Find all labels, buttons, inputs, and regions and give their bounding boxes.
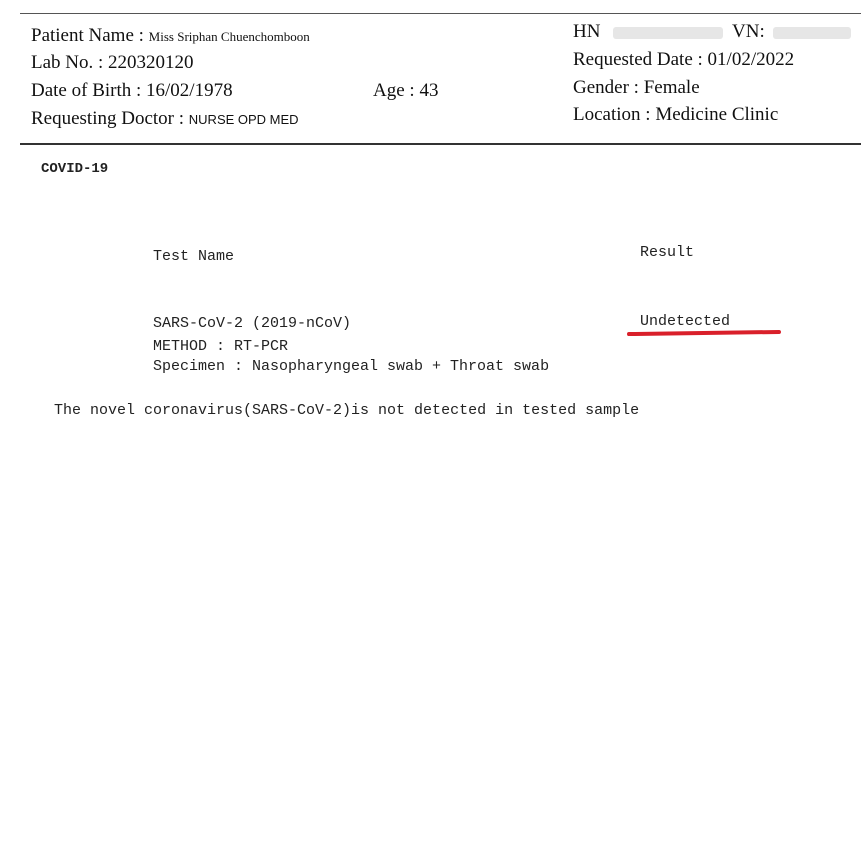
location-label: Location :: [573, 104, 651, 125]
hn-label: HN: [573, 21, 601, 42]
result-highlight-underline: [627, 330, 781, 336]
column-header-result: Result: [640, 244, 695, 261]
specimen-line: Specimen : Nasopharyngeal swab + Throat swab: [153, 358, 550, 375]
lab-no-row: [31, 52, 194, 74]
gender-label: Gender :: [573, 77, 639, 98]
gender-value: Female: [643, 77, 700, 98]
doctor-row: [31, 108, 299, 131]
column-header-test-name: Test Name: [153, 248, 235, 265]
test-name: SARS-CoV-2 (2019-nCoV): [153, 315, 352, 332]
location-value: Medicine Clinic: [655, 104, 779, 125]
lab-no-label: Lab No. :: [31, 52, 104, 73]
header-divider: [20, 143, 861, 145]
doctor-label: Requesting Doctor :: [31, 108, 185, 129]
vn-redacted: [773, 27, 851, 39]
hn-redacted: [613, 27, 723, 39]
location-row: [573, 104, 778, 126]
lab-no-value: 220320120: [108, 52, 194, 73]
vn-label: VN:: [732, 21, 765, 42]
age-value: 43: [419, 80, 439, 101]
result-note: The novel coronavirus(SARS-CoV-2)is not detected in tested sample: [54, 402, 640, 419]
dob-row: [31, 80, 233, 102]
patient-name-value: Miss Sriphan Chuenchomboon: [148, 29, 310, 44]
age-row: [373, 80, 438, 102]
age-label: Age :: [373, 80, 415, 101]
patient-name-label: Patient Name :: [31, 25, 144, 46]
dob-label: Date of Birth :: [31, 80, 142, 101]
test-result: Undetected: [640, 313, 731, 330]
top-rule: [20, 13, 861, 14]
hn-row: [573, 21, 723, 43]
dob-value: 16/02/1978: [146, 80, 233, 101]
requested-date-value: 01/02/2022: [707, 49, 795, 70]
method-line: METHOD : RT-PCR: [153, 338, 289, 355]
gender-row: [573, 77, 700, 99]
vn-row: [732, 21, 851, 43]
requested-date-label: Requested Date :: [573, 49, 703, 70]
section-title: COVID-19: [41, 161, 109, 177]
patient-name-row: [31, 25, 310, 48]
requested-date-row: [573, 49, 794, 71]
doctor-value: NURSE OPD MED: [188, 112, 299, 127]
